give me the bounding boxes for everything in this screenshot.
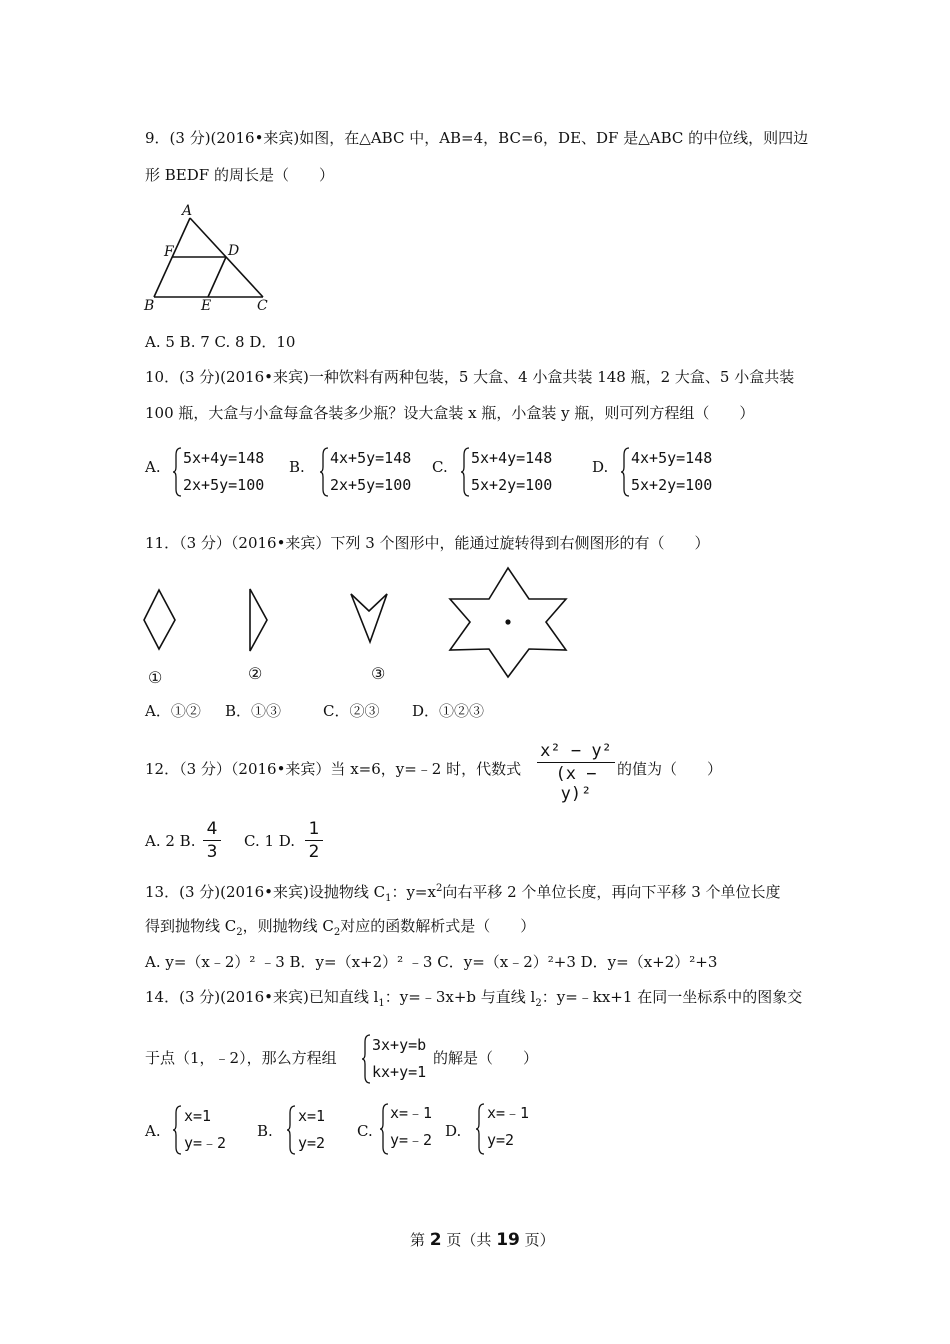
q10-option-b-letter: B. [289, 458, 305, 476]
q14-line1-sub2: 2 [535, 998, 542, 1009]
q12-options-ab: A. 2 B. [145, 832, 196, 850]
q9-label-a: A [182, 203, 193, 219]
footer-mid: 页（共 [446, 1231, 492, 1249]
q13-line1 [145, 879, 781, 909]
q13-line2-c: 对应的函数解析式是（ ） [340, 917, 536, 935]
q14-line1-c: ：y=﹣kx+1 在同一坐标系中的图象交 [541, 988, 803, 1006]
footer-prefix: 第 [410, 1231, 426, 1249]
arrowhead-figure [345, 590, 395, 650]
q13-line1-b: ：y=x [391, 883, 436, 901]
q11-figure-label-1: ① [148, 668, 163, 687]
q10-a-eq1: 5x+4y=148 [183, 449, 265, 467]
q11-option-c: C．②③ [323, 702, 380, 720]
q11-option-b: B．①③ [225, 702, 282, 720]
triangle-piece-figure [245, 585, 275, 655]
q14-c-eq1: x=﹣1 [390, 1104, 433, 1122]
q9-line2: 形 BEDF 的周长是（ ） [145, 166, 334, 184]
q14-d-eq2: y=2 [487, 1131, 515, 1149]
q14-line1-sub1: 1 [378, 998, 385, 1009]
footer-suffix: 页） [524, 1231, 555, 1249]
q12-option-d-fraction [305, 819, 323, 862]
q13-line1-sub: 1 [385, 893, 392, 904]
q12-option-b-num: 4 [206, 819, 218, 839]
q14-sys-eq2: kx+y=1 [372, 1063, 427, 1081]
q12-numerator: x² − y² [540, 741, 612, 761]
q12-denominator: (x − y)² [555, 764, 597, 804]
q10-a-eq2: 2x+5y=100 [183, 476, 265, 494]
q14-sys-eq1: 3x+y=b [372, 1036, 427, 1054]
q14-d-eq1: x=﹣1 [487, 1104, 530, 1122]
rhombus-figure [140, 585, 180, 655]
q14-line2-prefix: 于点（1，﹣2），那么方程组 [145, 1049, 337, 1067]
q11-option-d: D．①②③ [412, 702, 485, 720]
q14-line1-a: 14．(3 分)(2016•来宾)已知直线 l [145, 988, 379, 1006]
q9-label-c: C [257, 298, 268, 314]
q12-option-b-fraction [203, 819, 221, 862]
q9-label-b: B [144, 298, 155, 314]
q13-line1-sup: 2 [435, 883, 443, 894]
brace-icon [172, 447, 182, 497]
brace-icon [475, 1103, 485, 1155]
q9-triangle-figure [140, 200, 280, 315]
q14-line1-b: ：y=﹣3x+b 与直线 l [384, 988, 536, 1006]
q14-line2-suffix: 的解是（ ） [433, 1049, 539, 1067]
q13-line2 [145, 916, 535, 943]
q10-c-eq1: 5x+4y=148 [471, 449, 553, 467]
q12-suffix: 的值为（ ） [617, 760, 723, 778]
q10-option-a-letter: A. [145, 458, 161, 476]
q10-c-eq2: 5x+2y=100 [471, 476, 553, 494]
q12-option-b-den: 3 [206, 842, 218, 862]
brace-icon [379, 1103, 389, 1155]
footer-total-pages: 19 [496, 1230, 520, 1250]
brace-icon [319, 447, 329, 497]
six-point-star-figure [440, 562, 580, 682]
brace-icon [620, 447, 630, 497]
q12-prefix: 12．（3 分）（2016•来宾）当 x=6，y=﹣2 时，代数式 [145, 760, 522, 778]
q9-line1: 9．(3 分)(2016•来宾)如图，在△ABC 中，AB=4，BC=6，DE、DF 是△ABC 的中位线，则四边 [145, 129, 809, 147]
q14-option-d-letter: D. [445, 1122, 462, 1140]
q14-option-b-letter: B. [257, 1122, 273, 1140]
q12-fraction [537, 741, 615, 804]
q10-d-eq2: 5x+2y=100 [631, 476, 713, 494]
q14-line1 [145, 987, 802, 1014]
q14-c-eq2: y=﹣2 [390, 1131, 433, 1149]
q14-a-eq2: y=﹣2 [184, 1134, 227, 1152]
q13-line1-c: 向右平移 2 个单位长度，再向下平移 3 个单位长度 [442, 883, 781, 901]
q10-option-c-letter: C. [432, 458, 448, 476]
q10-b-eq2: 2x+5y=100 [330, 476, 412, 494]
q13-options: A. y=（x﹣2）² ﹣3 B．y=（x+2）² ﹣3 C．y=（x﹣2）²+3 D．y=（x+2）²+3 [145, 953, 718, 971]
footer-page-number: 2 [429, 1230, 442, 1250]
q14-option-c-letter: C. [357, 1122, 373, 1140]
q14-b-eq2: y=2 [298, 1134, 326, 1152]
q9-label-d: D [228, 243, 240, 259]
brace-icon [460, 447, 470, 497]
q13-line2-a: 得到抛物线 C [145, 917, 237, 935]
q10-line2: 100 瓶，大盒与小盒每盒各装多少瓶？设大盒装 x 瓶，小盒装 y 瓶，则可列方程组（ ） [145, 404, 755, 422]
q11-line1: 11．（3 分）（2016•来宾）下列 3 个图形中，能通过旋转得到右侧图形的有（ ） [145, 534, 710, 552]
q13-line2-sub1: 2 [236, 927, 243, 938]
q10-d-eq1: 4x+5y=148 [631, 449, 713, 467]
q11-figure-label-2: ② [248, 664, 263, 683]
q14-b-eq1: x=1 [298, 1107, 326, 1125]
q14-option-a-letter: A. [145, 1122, 161, 1140]
q12-option-d-den: 2 [308, 842, 320, 862]
q10-line1: 10．(3 分)(2016•来宾)一种饮料有两种包装，5 大盒、4 小盒共装 148 瓶，2 大盒、5 小盒共装 [145, 368, 795, 386]
q11-option-a: A．①② [145, 702, 201, 720]
q13-line2-b: ，则抛物线 C [242, 917, 334, 935]
q14-a-eq1: x=1 [184, 1107, 212, 1125]
brace-icon [361, 1034, 371, 1084]
q9-label-e: E [201, 298, 212, 314]
q9-label-f: F [164, 244, 174, 260]
page-footer [410, 1230, 555, 1250]
q12-option-d-num: 1 [308, 819, 320, 839]
q10-b-eq1: 4x+5y=148 [330, 449, 412, 467]
q11-figure-label-3: ③ [371, 664, 386, 683]
q9-options: A. 5 B. 7 C. 8 D．10 [145, 333, 296, 351]
q13-line1-a: 13．(3 分)(2016•来宾)设抛物线 C [145, 883, 386, 901]
q10-option-d-letter: D. [592, 458, 609, 476]
q12-options-cd: C. 1 D. [244, 832, 296, 850]
q13-line2-sub2: 2 [333, 927, 341, 938]
brace-icon [172, 1105, 182, 1155]
brace-icon [286, 1105, 296, 1155]
